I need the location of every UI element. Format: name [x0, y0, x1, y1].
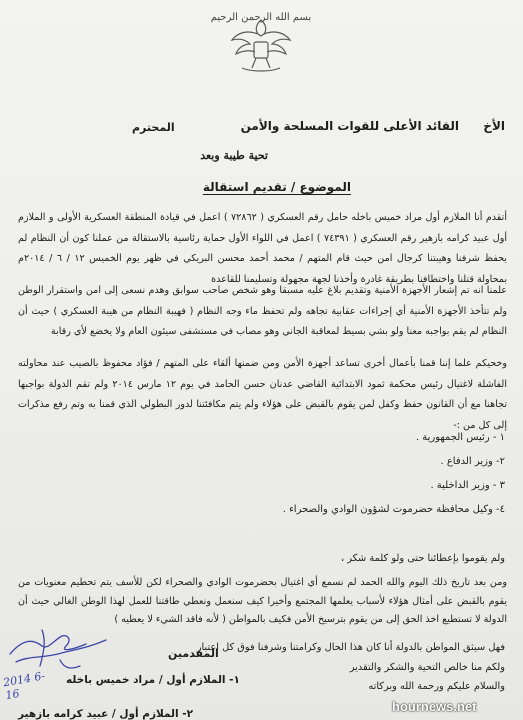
signer-1: ١- الملازم أول / مراد خميس باخله	[66, 674, 240, 686]
eagle-emblem-icon	[226, 6, 296, 78]
paragraph-3: وخحيكم علما إننا قمنا بأعمال أخرى تساعد أجهزة الأمن ومن ضمنها ألقاء على المتهم / فؤاد محفوظ بالصيب عند محاولته الفاشلة لاغتيال رئيس محكمة ثمود الابتدائية القاضي عدنان حسن الحامد في يوم ١٢ مارس ٢٠١٤ ولم تقم الدولة بواجبها تجاهنا مع أن القانون حفظ وكفل لمن يقوم بالقبض على هؤلاء ولم يتم مكافئتنا لدور البطولي الذي قمنا به وتم رفع مذكرات إلى كل من :-	[18, 358, 507, 431]
recipient-list	[283, 428, 505, 522]
presenters-heading: المقدمين	[168, 647, 219, 660]
list-item: ٢- وزير الدفاع .	[440, 456, 505, 467]
subject-line: الموضوع / تقديم استقالة	[202, 180, 351, 194]
honorific: المحترم	[132, 121, 175, 134]
question-line: فهل سيثق المواطن بالدولة أنا كان هذا الحال وكرامتنا وشرفنا فوق كل اعتبار	[196, 642, 505, 653]
signer-2: ٢- الملازم أول / عبيد كرامه بازهير	[18, 708, 194, 720]
sincerity-line: ولم يقوموا بإعطائنا حتى ولو كلمة شكر ،	[340, 553, 505, 564]
list-item: ١ - رئيس الجمهورية .	[415, 432, 505, 443]
addressee-prefix: الأخ	[483, 119, 505, 133]
paragraph-4: ومن بعد تاريخ ذلك اليوم والله الحمد لم نسمع أي اغتيال بحضرموت الوادي والصحراء لكن للأسف يتم تحطيم معنويات من يقوم بالقبض على أمثال هؤلاء لأسباب يعلمها المجتمع وأخيرا كيف سنعمل ونعطي طاقتنا للعمل لهذا الوطن الغالي حيث أن الدولة لا تستطيع اخذ الحق إلى من يقوم بترسيخ الأمن فكيف بالمواطن ( لأنه فاقد الشيء لا يعطيه )	[18, 577, 507, 625]
paragraph-2: علمنا انه تم إشعار الأجهزة الأمنية وتقديم بلاغ عليه مسبقا وهو شخص صاحب سوابق وهدم نسعى إلى امن واستقرار الوطن ولم تتأخذ الأجهزة الأمنية أي إجراءات عقابية تجاهه ولم تحفظ ماء وجه النظام ( فهيبة النظام من هيبة العسكري ) حيث أن النظام لم يقم بواجبه معنا ولو بشي بسيط لمعاقبة الجاني وهو مصاب في مستشفى سيئون العام ولا يخضع لأي رقابة	[18, 285, 507, 337]
list-item: ٤- وكيل محافظة حضرموت لشؤون الوادي والصحراء .	[282, 504, 505, 515]
list-item: ٣ - وزير الداخلية .	[430, 480, 505, 491]
paragraph-1: أتقدم أنا الملازم أول مراد خميس باخله حامل رقم العسكري ( ٧٢٨٦٢ ) اعمل في قيادة المنطقة العسكرية الأولى و الملازم أول عبيد كرامه بازهير رقم العسكري ( ٧٤٣٩١ ) اعمل في اللواء الأول حماية رئاسية بالاستقالة من عملنا كون أن النظام لم يحفظ شرفنا وهيبتنا كرجال امن حيث قام المتهم / محمد أحمد محسن البريكي في ظهر يوم الخميس ١٢ / ٦ / ٢٠١٤م بمحاولة قتلنا واختطافنا بطريقة غادرة وأخذنا لجهة مجهولة وتسليمنا للقاعدة	[18, 212, 507, 285]
thanks-line: ولكم منا خالص التحية والشكر والتقدير	[349, 662, 505, 673]
handwritten-date: 2014 6-16	[2, 669, 47, 703]
basmala: بسم الله الرحمن الرحيم	[210, 12, 312, 23]
addressee-title: القائد الأعلى للقوات المسلحة والأمن	[240, 119, 459, 133]
greeting: تحية طيبة وبعد	[200, 149, 268, 162]
site-watermark: hournews.net	[392, 699, 477, 714]
closing-line: والسلام عليكم ورحمة الله وبركاته	[368, 681, 505, 692]
